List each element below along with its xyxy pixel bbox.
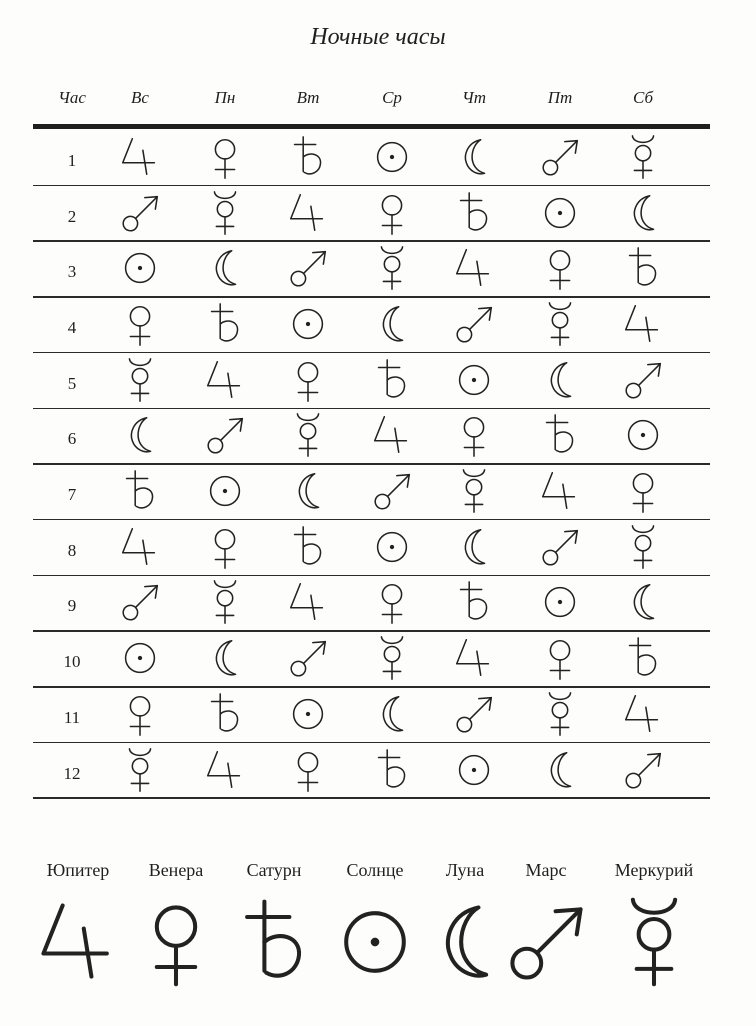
- sun-icon: [116, 634, 164, 682]
- mercury-icon: [536, 300, 584, 348]
- hour-label: 4: [67, 317, 77, 337]
- hour-label: 8: [67, 540, 77, 560]
- mercury-icon: [116, 356, 164, 404]
- sun-icon: [450, 746, 498, 794]
- saturn-icon: [284, 523, 332, 571]
- jupiter-icon: [201, 356, 249, 404]
- sun-icon: [536, 578, 584, 626]
- mars-icon: [116, 189, 164, 237]
- saturn-icon: [368, 356, 416, 404]
- mercury-icon: [284, 411, 332, 459]
- row-divider: [33, 686, 710, 688]
- hour-label: 7: [67, 485, 77, 505]
- sun-icon: [284, 690, 332, 738]
- moon-icon: [368, 300, 416, 348]
- jupiter-icon: [450, 244, 498, 292]
- saturn-icon: [619, 634, 667, 682]
- row-divider: [33, 185, 710, 187]
- row-divider: [33, 296, 710, 298]
- row-divider: [33, 240, 710, 242]
- mercury-icon: [368, 244, 416, 292]
- venus-icon: [201, 133, 249, 181]
- row-divider: [33, 575, 710, 577]
- jupiter-icon: [368, 411, 416, 459]
- mercury-icon: [619, 523, 667, 571]
- venus-icon: [284, 746, 332, 794]
- sun-icon: [368, 133, 416, 181]
- venus-icon: [536, 634, 584, 682]
- venus-icon: [536, 244, 584, 292]
- hour-label: 6: [67, 429, 77, 449]
- venus-icon: [368, 578, 416, 626]
- venus-icon: [450, 411, 498, 459]
- header-divider: [33, 124, 710, 129]
- venus-icon: [619, 467, 667, 515]
- mars-icon: [536, 523, 584, 571]
- jupiter-icon: [619, 300, 667, 348]
- mars-icon: [498, 894, 594, 990]
- moon-icon: [116, 411, 164, 459]
- page-title: Ночные часы: [310, 24, 446, 50]
- hour-label: 2: [67, 206, 77, 226]
- hour-label: 5: [67, 373, 77, 393]
- mercury-icon: [201, 578, 249, 626]
- jupiter-icon: [30, 894, 126, 990]
- saturn-icon: [536, 411, 584, 459]
- saturn-icon: [201, 300, 249, 348]
- mars-icon: [536, 133, 584, 181]
- saturn-icon: [284, 133, 332, 181]
- row-divider: [33, 352, 710, 354]
- legend-label: Венера: [148, 860, 204, 880]
- hour-label: 1: [67, 150, 77, 170]
- jupiter-icon: [116, 133, 164, 181]
- hour-label: 12: [63, 763, 81, 783]
- hour-label: 11: [63, 707, 81, 727]
- sun-icon: [619, 411, 667, 459]
- mercury-icon: [536, 690, 584, 738]
- row-divider: [33, 408, 710, 410]
- legend-label: Марс: [525, 860, 567, 880]
- mars-icon: [284, 244, 332, 292]
- jupiter-icon: [619, 690, 667, 738]
- saturn-icon: [201, 690, 249, 738]
- moon-icon: [450, 133, 498, 181]
- mars-icon: [450, 690, 498, 738]
- jupiter-icon: [201, 746, 249, 794]
- mercury-icon: [368, 634, 416, 682]
- moon-icon: [619, 189, 667, 237]
- saturn-icon: [368, 746, 416, 794]
- saturn-icon: [116, 467, 164, 515]
- sun-icon: [327, 894, 423, 990]
- sun-icon: [116, 244, 164, 292]
- moon-icon: [368, 690, 416, 738]
- row-divider: [33, 742, 710, 744]
- legend-label: Меркурий: [614, 860, 694, 880]
- mars-icon: [116, 578, 164, 626]
- mars-icon: [368, 467, 416, 515]
- saturn-icon: [619, 244, 667, 292]
- mars-icon: [619, 746, 667, 794]
- mercury-icon: [619, 133, 667, 181]
- sun-icon: [368, 523, 416, 571]
- jupiter-icon: [284, 189, 332, 237]
- hour-label: 3: [67, 262, 77, 282]
- row-divider: [33, 797, 710, 799]
- mars-icon: [619, 356, 667, 404]
- header-day: Ср: [382, 88, 402, 107]
- legend-label: Юпитер: [46, 860, 110, 880]
- moon-icon: [201, 634, 249, 682]
- legend-label: Луна: [445, 860, 485, 880]
- jupiter-icon: [284, 578, 332, 626]
- mercury-icon: [606, 894, 702, 990]
- hour-label: 10: [63, 652, 81, 672]
- hour-label: 9: [67, 596, 77, 616]
- header-day: Пт: [547, 88, 573, 107]
- moon-icon: [450, 523, 498, 571]
- legend-label: Солнце: [346, 860, 404, 880]
- venus-icon: [368, 189, 416, 237]
- venus-icon: [284, 356, 332, 404]
- row-divider: [33, 630, 710, 632]
- jupiter-icon: [116, 523, 164, 571]
- header-day: Чт: [462, 88, 486, 107]
- saturn-icon: [450, 578, 498, 626]
- header-hour: Час: [58, 88, 86, 107]
- header-day: Вс: [131, 88, 149, 107]
- saturn-icon: [450, 189, 498, 237]
- moon-icon: [284, 467, 332, 515]
- mercury-icon: [201, 189, 249, 237]
- venus-icon: [116, 300, 164, 348]
- mercury-icon: [116, 746, 164, 794]
- mars-icon: [284, 634, 332, 682]
- mars-icon: [201, 411, 249, 459]
- header-day: Вт: [296, 88, 320, 107]
- jupiter-icon: [450, 634, 498, 682]
- sun-icon: [201, 467, 249, 515]
- sun-icon: [450, 356, 498, 404]
- venus-icon: [201, 523, 249, 571]
- sun-icon: [536, 189, 584, 237]
- jupiter-icon: [536, 467, 584, 515]
- venus-icon: [128, 894, 224, 990]
- moon-icon: [536, 746, 584, 794]
- moon-icon: [201, 244, 249, 292]
- row-divider: [33, 463, 710, 465]
- header-day: Пн: [214, 88, 236, 107]
- mars-icon: [450, 300, 498, 348]
- mercury-icon: [450, 467, 498, 515]
- legend-label: Сатурн: [246, 860, 302, 880]
- saturn-icon: [226, 894, 322, 990]
- moon-icon: [619, 578, 667, 626]
- moon-icon: [536, 356, 584, 404]
- sun-icon: [284, 300, 332, 348]
- row-divider: [33, 519, 710, 521]
- venus-icon: [116, 690, 164, 738]
- header-day: Сб: [632, 88, 653, 107]
